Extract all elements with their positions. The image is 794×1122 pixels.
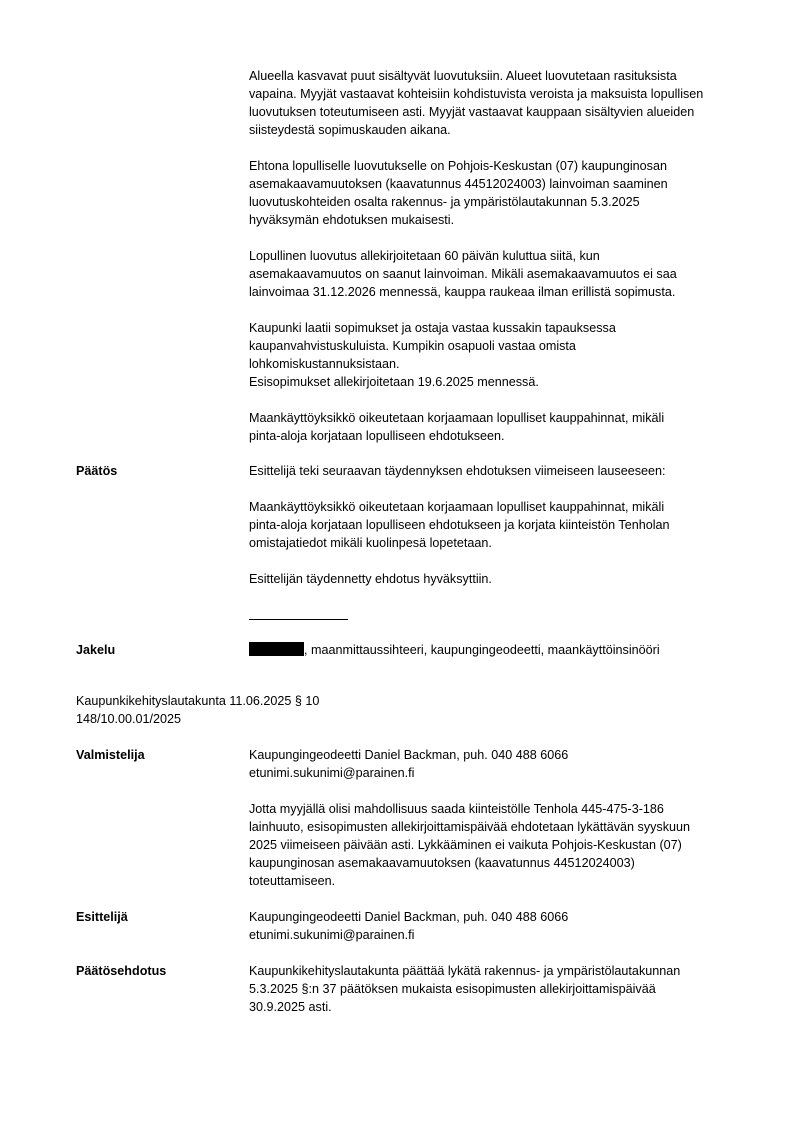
text-line: Kaupunki laatii sopimukset ja ostaja vastaa kussakin tapauksessa bbox=[249, 321, 616, 335]
text-line: Maankäyttöyksikkö oikeutetaan korjaamaan lopulliset kauppahinnat, mikäli bbox=[249, 500, 665, 514]
text-line: 30.9.2025 asti. bbox=[249, 1000, 332, 1014]
text-line: pinta-aloja korjataan lopulliseen ehdotukseen ja korjata kiinteistön Tenholan bbox=[249, 518, 670, 532]
paatosehdotus-body bbox=[249, 962, 749, 1016]
paatos-paragraph-1 bbox=[249, 462, 749, 480]
text-line: Esittelijän täydennetty ehdotus hyväksyttiin. bbox=[249, 572, 492, 586]
text-line: kaupanvahvistuskuluista. Kumpikin osapuoli vastaa omista bbox=[249, 339, 576, 353]
text-line: Esittelijä teki seuraavan täydennyksen ehdotuksen viimeiseen lauseeseen: bbox=[249, 464, 666, 478]
text-line: siisteydestä sopimuskauden aikana. bbox=[249, 123, 451, 137]
text-line: omistajatiedot mikäli kuolinpesä lopetetaan. bbox=[249, 536, 492, 550]
text-line: asemakaavamuutoksen (kaavatunnus 44512024003) lainvoiman saaminen bbox=[249, 177, 668, 191]
text-line: pinta-aloja korjataan lopulliseen ehdotukseen. bbox=[249, 429, 505, 443]
intro-paragraph-2 bbox=[249, 157, 749, 229]
jakelu-label: Jakelu bbox=[76, 643, 116, 657]
jakelu-recipients bbox=[249, 641, 749, 659]
text-line: Jotta myyjällä olisi mahdollisuus saada kiinteistölle Tenhola 445-475-3-186 bbox=[249, 802, 664, 816]
paatos-label: Päätös bbox=[76, 464, 118, 478]
redaction-box bbox=[249, 642, 304, 656]
text-line: lainvoimaa 31.12.2026 mennessä, kauppa raukeaa ilman erillistä sopimusta. bbox=[249, 285, 676, 299]
esittelija-contact bbox=[249, 908, 749, 944]
text-line: Maankäyttöyksikkö oikeutetaan korjaamaan lopulliset kauppahinnat, mikäli bbox=[249, 411, 665, 425]
contact-email: etunimi.sukunimi@parainen.fi bbox=[249, 766, 415, 780]
contact-name-phone: Kaupungingeodeetti Daniel Backman, puh. 040 488 6066 bbox=[249, 910, 569, 924]
text-line: luovutuskohteiden osalta rakennus- ja ympäristölautakunnan 5.3.2025 bbox=[249, 195, 640, 209]
text-line: Alueella kasvavat puut sisältyvät luovutuksiin. Alueet luovutetaan rasituksista bbox=[249, 69, 677, 83]
text-line: hyväksymän ehdotuksen mukaisesti. bbox=[249, 213, 455, 227]
meeting-title: Kaupunkikehityslautakunta 11.06.2025 § 10 bbox=[76, 694, 320, 708]
esittelija-label: Esittelijä bbox=[76, 910, 128, 924]
text-line: Lopullinen luovutus allekirjoitetaan 60 päivän kuluttua siitä, kun bbox=[249, 249, 600, 263]
case-number: 148/10.00.01/2025 bbox=[76, 712, 182, 726]
text-line: Ehtona lopulliselle luovutukselle on Pohjois-Keskustan (07) kaupunginosan bbox=[249, 159, 667, 173]
text-line: lainhuuto, esisopimusten allekirjoittamispäivää ehdotetaan lykättävän syyskuun bbox=[249, 820, 691, 834]
text-line: 5.3.2025 §:n 37 päätöksen mukaista esisopimusten allekirjoittamispäivää bbox=[249, 982, 656, 996]
valmistelija-body bbox=[249, 800, 749, 890]
text-line: asemakaavamuutos on saanut lainvoiman. Mikäli asemakaavamuutos ei saa bbox=[249, 267, 677, 281]
text-line: lohkomiskustannuksistaan. bbox=[249, 357, 400, 371]
jakelu-text: , maanmittaussihteeri, kaupungingeodeetti, maankäyttöinsinööri bbox=[304, 643, 660, 657]
paatosehdotus-label: Päätösehdotus bbox=[76, 964, 167, 978]
paatos-paragraph-2 bbox=[249, 498, 749, 552]
valmistelija-label: Valmistelija bbox=[76, 748, 145, 762]
text-line: 2025 viimeiseen päivään asti. Lykkääminen ei vaikuta Pohjois-Keskustan (07) bbox=[249, 838, 682, 852]
intro-paragraph-4 bbox=[249, 319, 749, 391]
text-line: Kaupunkikehityslautakunta päättää lykätä rakennus- ja ympäristölautakunnan bbox=[249, 964, 681, 978]
divider-line bbox=[249, 619, 348, 620]
intro-paragraph-3 bbox=[249, 247, 749, 301]
contact-name-phone: Kaupungingeodeetti Daniel Backman, puh. 040 488 6066 bbox=[249, 748, 569, 762]
text-line: luovutuksen toteutumiseen asti. Myyjät vastaavat kauppaan sisältyvien alueiden bbox=[249, 105, 695, 119]
intro-paragraph-5 bbox=[249, 409, 749, 445]
intro-paragraph-1 bbox=[249, 67, 749, 139]
valmistelija-contact bbox=[249, 746, 749, 782]
text-line: vapaina. Myyjät vastaavat kohteisiin kohdistuvista veroista ja maksuista lopullisen bbox=[249, 87, 704, 101]
text-line: Esisopimukset allekirjoitetaan 19.6.2025 mennessä. bbox=[249, 375, 539, 389]
contact-email: etunimi.sukunimi@parainen.fi bbox=[249, 928, 415, 942]
jakelu-line bbox=[249, 641, 749, 659]
paatos-paragraph-3 bbox=[249, 570, 749, 588]
text-line: kaupunginosan asemakaavamuutoksen (kaavatunnus 44512024003) bbox=[249, 856, 635, 870]
text-line: toteuttamiseen. bbox=[249, 874, 336, 888]
